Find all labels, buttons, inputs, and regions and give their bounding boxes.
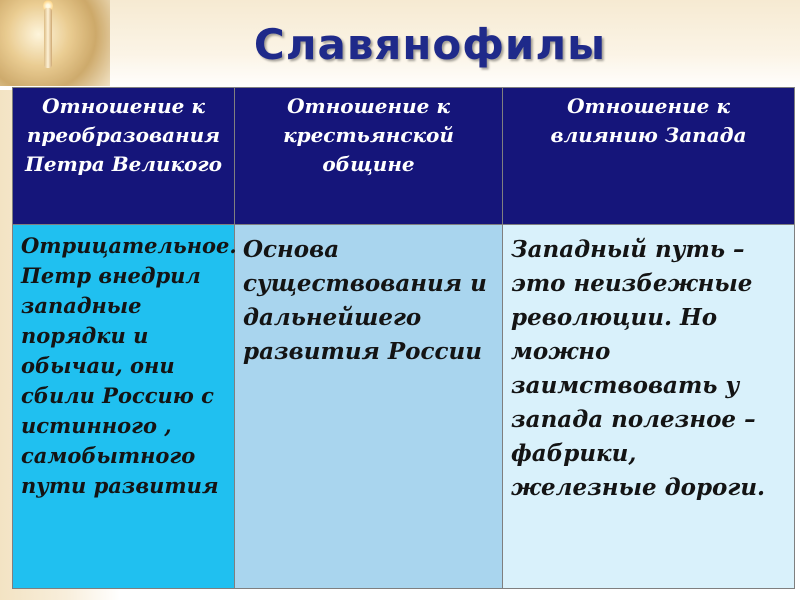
cell-peter-reforms: Отрицательное. Петр внедрил западные порядки и обычаи, они сбили Россию с истинного , самобытного пути развития [13, 225, 235, 589]
header-western-influence: Отношение к влиянию Запада [503, 88, 795, 225]
cell-western-influence: Западный путь – это неизбежные революции. Но можно заимствовать у запада полезное – фабрики, железные дороги. [503, 225, 795, 589]
header-peter-reforms: Отношение к преобразования Петра Великого [13, 88, 235, 225]
cell-peasant-commune: Основа существования и дальнейшего развития России [235, 225, 503, 589]
page-title: Славянофилы [253, 20, 607, 69]
table-row [13, 225, 795, 589]
header-peasant-commune: Отношение к крестьянской общине [235, 88, 503, 225]
comparison-table [12, 87, 795, 589]
table-header-row [13, 88, 795, 225]
